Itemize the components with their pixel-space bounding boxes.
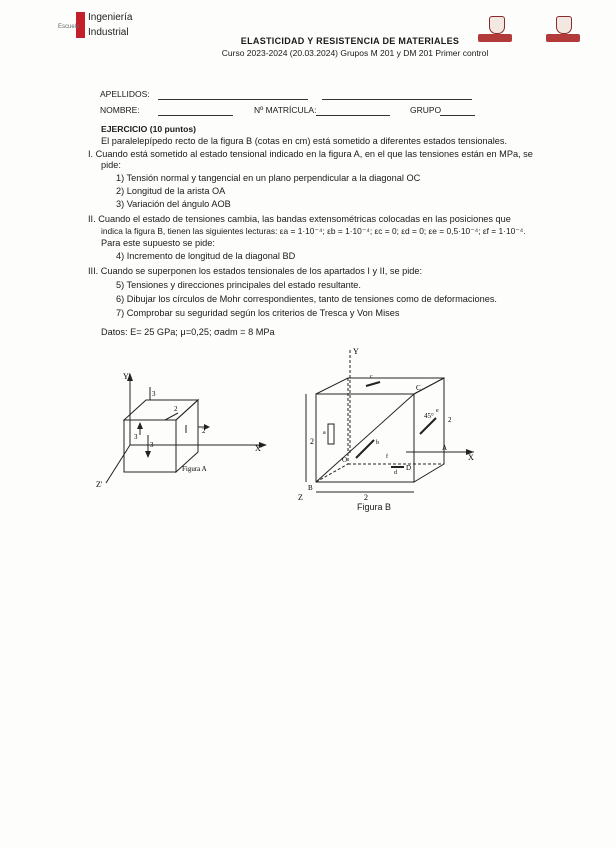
logo-line2: Industrial [88, 27, 129, 38]
point-c-label: C [416, 384, 421, 392]
part2-line3: Para este supuesto se pide: [101, 238, 215, 248]
part2-line1: II. Cuando el estado de tensiones cambia, las bandas extensométricas colocadas en las posiciones que [88, 214, 511, 224]
apellidos-field[interactable] [158, 99, 308, 100]
logo-small: Escuela [58, 24, 80, 30]
axis-y-label: Y' [123, 372, 131, 381]
nombre-label: NOMBRE: [100, 105, 140, 115]
grupo-field[interactable] [440, 115, 475, 116]
stress-label: 2 [202, 427, 206, 435]
dim-label: 2 [448, 416, 452, 424]
item7: 7) Comprobar su seguridad según los criterios de Tresca y Von Mises [116, 308, 400, 318]
part1-line1: I. Cuando está sometido al estado tensional indicado en la figura A, en el que las tensiones están en MPa, se [88, 149, 533, 159]
point-a-label: A [442, 444, 448, 452]
data-line: Datos: E= 25 GPa; μ=0,25; σadm = 8 MPa [101, 327, 275, 337]
gauge-label: d [394, 470, 397, 476]
figure-a-diagram [90, 365, 280, 495]
stress-label: 2 [174, 405, 178, 413]
axis-z-label: Z [298, 493, 303, 502]
box-top-face [316, 378, 444, 394]
axis-x-label: X [468, 453, 474, 462]
item2: 2) Longitud de la arista OA [116, 186, 226, 196]
crest-icon [556, 16, 572, 34]
item6: 6) Dibujar los círculos de Mohr correspondientes, tanto de tensiones como de deformaciones. [116, 294, 497, 304]
apellidos-field-2[interactable] [322, 99, 472, 100]
item3: 3) Variación del ángulo AOB [116, 199, 231, 209]
point-o-label: O [342, 456, 348, 464]
axis-z-line [106, 445, 130, 483]
point-b-label: B [308, 484, 313, 492]
logo-line1: Ingeniería [88, 12, 133, 23]
figure-a-caption: Figura A [182, 465, 207, 473]
exercise-heading: EJERCICIO (10 puntos) [101, 124, 197, 134]
point-d-label: D [406, 464, 412, 472]
nombre-field[interactable] [158, 115, 233, 116]
item1: 1) Tensión normal y tangencial en un plano perpendicular a la diagonal OC [116, 173, 421, 183]
grupo-label: GRUPO [410, 105, 442, 115]
figure-b-diagram [296, 342, 486, 502]
angle-label: 45° [424, 412, 434, 420]
school-badge-icon [546, 34, 580, 42]
part3-line1: III. Cuando se superponen los estados tensionales de los apartados I y II, se pide: [88, 266, 423, 276]
gauge-label: a [323, 430, 326, 436]
figure-b-caption: Figura B [357, 502, 392, 512]
exercise-intro: El paralelepípedo recto de la figura B (cotas en cm) está sometido a diferentes estados tensionales. [101, 136, 508, 146]
axis-z-label: Z' [96, 480, 103, 489]
gauge-label: c [370, 374, 373, 380]
axis-x-label: X' [255, 444, 263, 453]
matricula-label: Nº MATRÍCULA: [254, 105, 317, 115]
part1-line2: pide: [101, 160, 121, 170]
stress-label: 3 [134, 433, 138, 441]
box-side-face [414, 378, 444, 482]
logo-text [88, 12, 132, 38]
page-subtitle: Curso 2023-2024 (20.03.2024) Grupos M 201 y DM 201 Primer control [221, 48, 489, 58]
item5: 5) Tensiones y direcciones principales del estado resultante. [116, 280, 361, 290]
page-title: ELASTICIDAD Y RESISTENCIA DE MATERIALES [240, 36, 460, 46]
part2-line2: indica la figura B, tienen las siguientes lecturas: εa = 1·10⁻⁴; εb = 1·10⁻⁴; εc = 0; εd = 0; εe = 0,5·10⁻⁴; εf = 1·10⁻⁴. [101, 226, 526, 236]
item4: 4) Incremento de longitud de la diagonal BD [116, 251, 296, 261]
stress-label: 3 [152, 390, 156, 398]
cube-side-face [176, 400, 198, 472]
crest-icon [489, 16, 505, 34]
gauge-label: f [386, 454, 388, 460]
apellidos-label: APELLIDOS: [100, 89, 150, 99]
gauge-a [328, 424, 334, 444]
gauge-label: b [376, 440, 379, 446]
axis-y-label: Y [353, 347, 359, 356]
stress-label: 3 [150, 441, 154, 449]
dim-label: 2 [310, 437, 314, 446]
matricula-field[interactable] [316, 115, 390, 116]
dim-label: 2 [364, 493, 368, 502]
gauge-label: e [436, 408, 439, 414]
